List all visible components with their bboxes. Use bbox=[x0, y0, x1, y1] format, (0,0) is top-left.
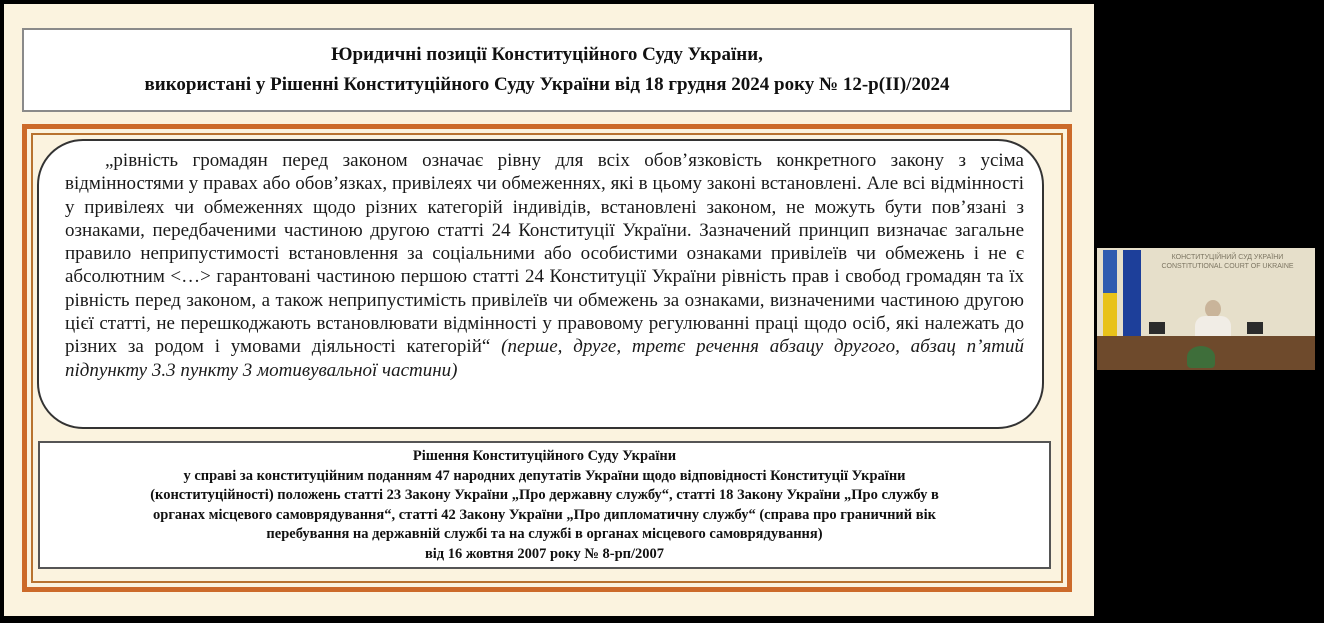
ukraine-flag-icon bbox=[1103, 250, 1117, 336]
decision-line-6: від 16 жовтня 2007 року № 8-рп/2007 bbox=[424, 545, 665, 562]
slide-title-line-1: Юридичні позиції Конституційного Суду України, bbox=[331, 44, 763, 65]
monitor-icon bbox=[1247, 322, 1263, 334]
quote-citation: (перше, друге, третє речення абзацу другого, абзац п’ятий підпункту 3.3 пункту 3 мотивувальної частини) bbox=[65, 336, 1025, 381]
decision-line-2: у справі за конституційним поданням 47 народних депутатів України щодо відповідності Конституції України bbox=[183, 467, 906, 484]
presentation-slide bbox=[4, 4, 1094, 616]
speaker-video-thumbnail[interactable] bbox=[1097, 248, 1315, 370]
monitor-icon bbox=[1149, 322, 1165, 334]
speaker-figure bbox=[1193, 300, 1233, 336]
quote-text: „рівність громадян перед законом означає рівну для всіх обов’язковість конкретного закону з усіма відмінностями у правах або обов’язках, привілеях чи обмеженнях, які в цьому законі встановлені. Але всі відмінності у привілеях чи обмеженнях щодо різних категорій індивідів, встановлені законом, не можуть бути пов’язані з ознаками, передбаченими частиною другою статті 24 Конституції України. Зазначений принцип визначає загальне правило неприпустимості встановлення за соціальними або особистими ознаками привілеїв чи обмежень і не є абсолютним <…> гарантовані частиною першою статті 24 Конституції України рівність прав і свобод громадян та їх рівність перед законом, а також неприпустимість привілеїв чи обмежень за ознаками, визначеними частиною другою цієї статті, не перешкоджають встановлювати відмінності у правовому регулюванні праці щодо осіб, які належать до різних за родом і умовами діяльності категорій“ bbox=[65, 150, 1024, 358]
court-name-en: CONSTITUTIONAL COURT OF UKRAINE bbox=[1161, 263, 1294, 270]
legal-position-quote bbox=[37, 139, 1044, 429]
flowers-icon bbox=[1187, 346, 1215, 368]
slide-title bbox=[22, 28, 1072, 112]
court-name-ua: КОНСТИТУЦІЙНИЙ СУД УКРАЇНИ bbox=[1171, 254, 1284, 261]
decision-line-1: Рішення Конституційного Суду України bbox=[412, 448, 677, 464]
decision-line-3: (конституційності) положень статті 23 Закону України „Про державну службу“, статті 18 Закону України „Про службу в bbox=[150, 487, 939, 504]
decision-line-5: перебування на державній службі та на службі в органах місцевого самоврядування) bbox=[266, 526, 823, 543]
decision-line-4: органах місцевого самоврядування“, статті 42 Закону України „Про дипломатичну службу“ (справа про граничний вік bbox=[153, 506, 936, 523]
decision-reference bbox=[38, 441, 1051, 569]
speaker-body bbox=[1195, 316, 1231, 338]
eu-flag-icon bbox=[1123, 250, 1141, 336]
slide-title-line-2: використані у Рішенні Конституційного Суду України від 18 грудня 2024 року № 12-р(ІІ)/2024 bbox=[144, 74, 950, 95]
content-frame bbox=[22, 124, 1072, 592]
court-name-sign bbox=[1145, 253, 1310, 271]
